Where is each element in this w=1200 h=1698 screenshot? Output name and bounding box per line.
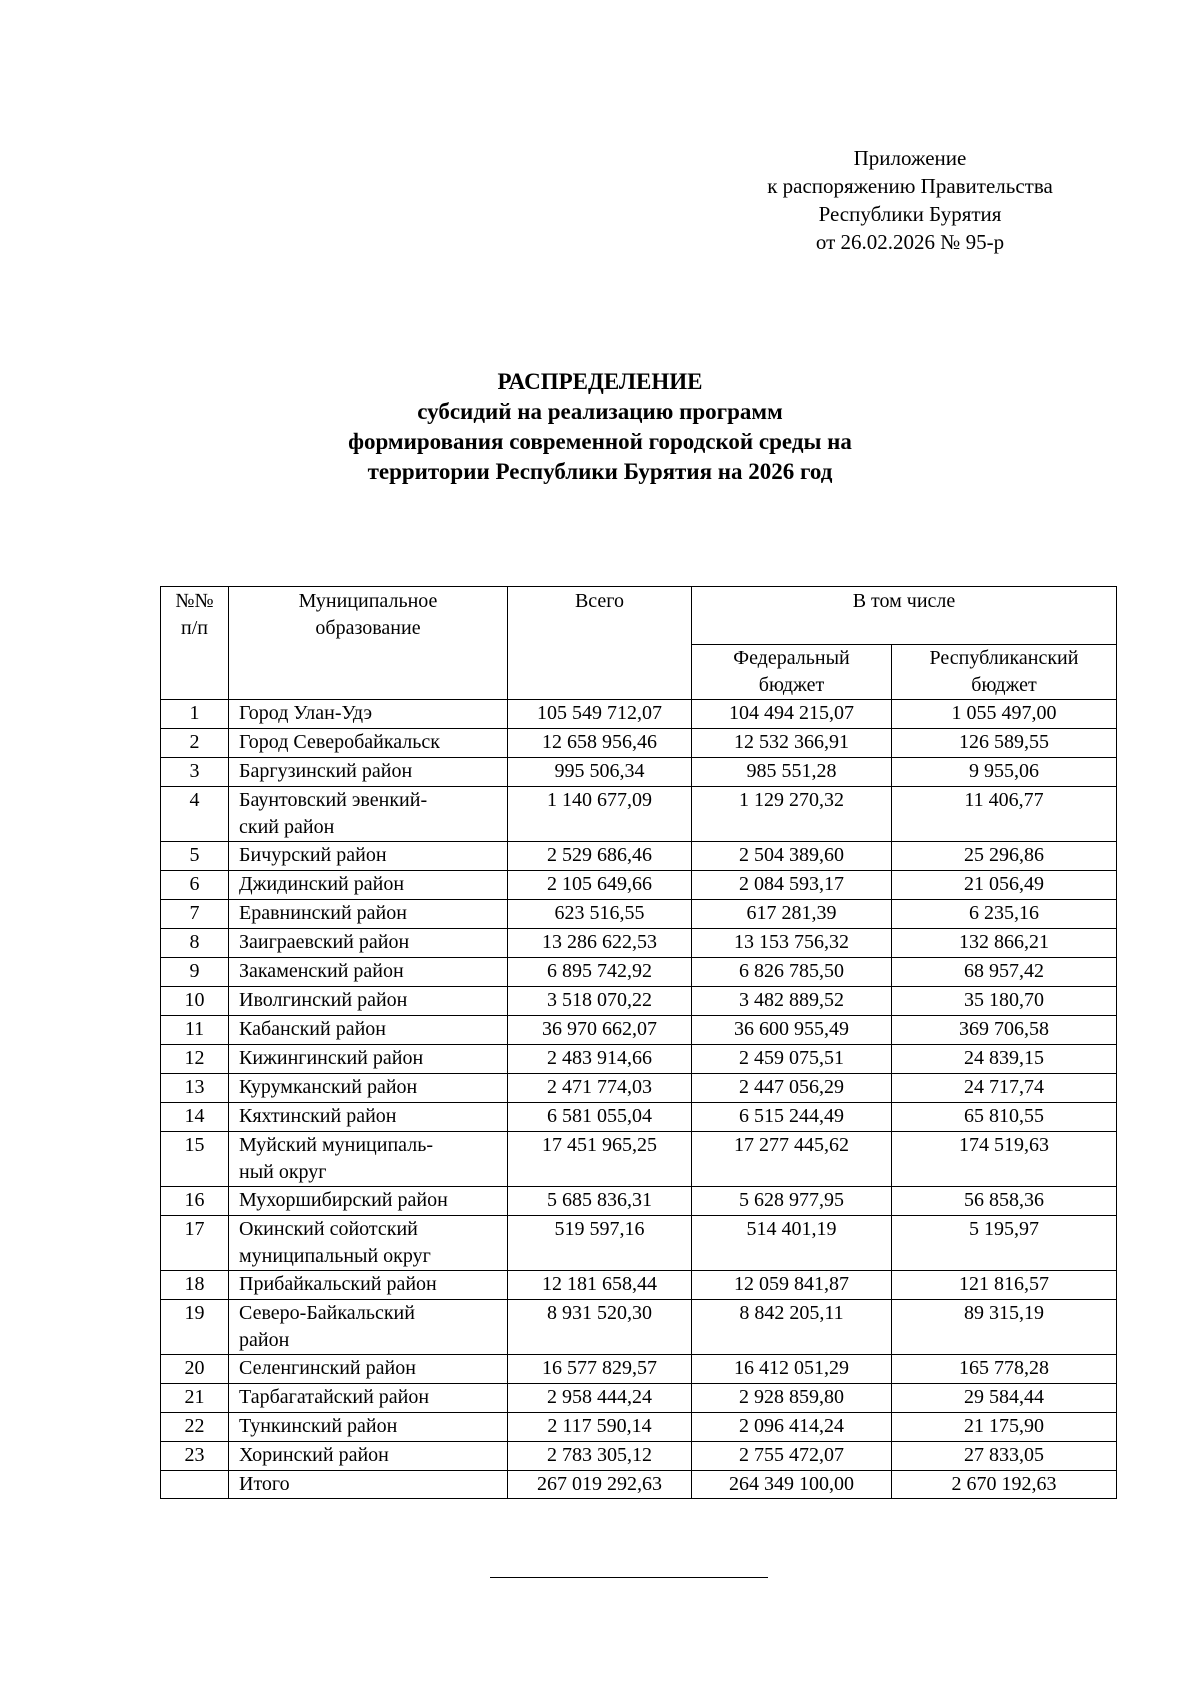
row-number: 18 [161, 1271, 229, 1300]
row-municipality [229, 1413, 508, 1442]
header-number [161, 587, 229, 700]
row-total: 2 783 305,12 [508, 1442, 692, 1471]
row-republic: 65 810,55 [892, 1103, 1117, 1132]
table-row [161, 1413, 1117, 1442]
row-federal: 2 504 389,60 [692, 842, 892, 871]
table-row [161, 1132, 1117, 1187]
row-federal: 1 129 270,32 [692, 787, 892, 842]
municipality-name-line: муниципальный округ [239, 1245, 431, 1267]
municipality-name-line: Закаменский район [239, 960, 404, 982]
table-row [161, 1271, 1117, 1300]
total-row-federal: 264 349 100,00 [692, 1471, 892, 1499]
row-municipality [229, 871, 508, 900]
table-row [161, 871, 1117, 900]
row-federal: 2 096 414,24 [692, 1413, 892, 1442]
table-row [161, 929, 1117, 958]
appendix-date-number: от 26.02.2026 № 95-р [815, 230, 1005, 254]
row-federal: 12 532 366,91 [692, 729, 892, 758]
row-municipality [229, 842, 508, 871]
table-row [161, 1216, 1117, 1271]
total-row [161, 1471, 1117, 1499]
row-federal: 6 826 785,50 [692, 958, 892, 987]
header-republic-line2: бюджет [971, 674, 1037, 696]
table-row [161, 700, 1117, 729]
row-republic: 11 406,77 [892, 787, 1117, 842]
row-federal: 2 084 593,17 [692, 871, 892, 900]
municipality-name-line: район [239, 1329, 290, 1351]
row-total: 2 117 590,14 [508, 1413, 692, 1442]
municipality-name-line: Селенгинский район [239, 1357, 416, 1379]
row-total: 8 931 520,30 [508, 1300, 692, 1355]
municipality-name-line: Баунтовский эвенкий- [239, 789, 428, 811]
title-line: формирования современной городской среды на [348, 429, 852, 454]
header-municipality-line1: Муниципальное [298, 590, 438, 612]
row-republic: 121 816,57 [892, 1271, 1117, 1300]
row-number: 13 [161, 1074, 229, 1103]
row-total: 1 140 677,09 [508, 787, 692, 842]
table-row [161, 1300, 1117, 1355]
table-row [161, 900, 1117, 929]
row-municipality [229, 700, 508, 729]
municipality-name-line: ский район [239, 816, 335, 838]
row-municipality [229, 1074, 508, 1103]
row-federal: 985 551,28 [692, 758, 892, 787]
row-municipality [229, 758, 508, 787]
row-total: 2 529 686,46 [508, 842, 692, 871]
row-municipality [229, 958, 508, 987]
table-header [161, 587, 1117, 700]
row-number: 14 [161, 1103, 229, 1132]
municipality-name-line: Кижингинский район [239, 1047, 424, 1069]
row-number: 9 [161, 958, 229, 987]
municipality-name-line: Мухоршибирский район [239, 1189, 448, 1211]
row-number: 4 [161, 787, 229, 842]
appendix-block [740, 144, 1080, 256]
header-number-line2: п/п [181, 617, 208, 639]
header-total: Всего [508, 587, 692, 700]
row-municipality [229, 1216, 508, 1271]
row-number: 6 [161, 871, 229, 900]
row-number: 3 [161, 758, 229, 787]
row-federal: 617 281,39 [692, 900, 892, 929]
row-total: 519 597,16 [508, 1216, 692, 1271]
municipality-name-line: Прибайкальский район [239, 1273, 437, 1295]
row-municipality [229, 929, 508, 958]
row-total: 3 518 070,22 [508, 987, 692, 1016]
header-republic-line1: Республиканский [929, 647, 1079, 669]
row-federal: 3 482 889,52 [692, 987, 892, 1016]
row-municipality [229, 1442, 508, 1471]
appendix-line: Республики Бурятия [818, 202, 1002, 226]
table-footer [161, 1471, 1117, 1499]
header-municipality [229, 587, 508, 700]
row-number: 11 [161, 1016, 229, 1045]
row-federal: 2 755 472,07 [692, 1442, 892, 1471]
table-body [161, 700, 1117, 1471]
row-number: 15 [161, 1132, 229, 1187]
row-total: 2 105 649,66 [508, 871, 692, 900]
row-number: 16 [161, 1187, 229, 1216]
row-number: 23 [161, 1442, 229, 1471]
municipality-name-line: Заиграевский район [239, 931, 410, 953]
row-republic: 68 957,42 [892, 958, 1117, 987]
row-federal: 12 059 841,87 [692, 1271, 892, 1300]
total-row-total: 267 019 292,63 [508, 1471, 692, 1499]
row-total: 12 658 956,46 [508, 729, 692, 758]
row-municipality [229, 1016, 508, 1045]
row-total: 995 506,34 [508, 758, 692, 787]
row-federal: 36 600 955,49 [692, 1016, 892, 1045]
row-total: 623 516,55 [508, 900, 692, 929]
row-municipality [229, 1045, 508, 1074]
title-line: РАСПРЕДЕЛЕНИЕ [497, 369, 703, 394]
municipality-name-line: Муйский муниципаль- [239, 1134, 433, 1156]
row-republic: 21 056,49 [892, 871, 1117, 900]
table-row [161, 1355, 1117, 1384]
municipality-name-line: Бичурский район [239, 844, 387, 866]
total-row-republic: 2 670 192,63 [892, 1471, 1117, 1499]
municipality-name-line: Кабанский район [239, 1018, 386, 1040]
row-total: 16 577 829,57 [508, 1355, 692, 1384]
municipality-name-line: Джидинский район [239, 873, 405, 895]
row-number: 20 [161, 1355, 229, 1384]
municipality-name-line: Иволгинский район [239, 989, 408, 1011]
row-federal: 6 515 244,49 [692, 1103, 892, 1132]
appendix-line: Приложение [853, 146, 967, 170]
row-total: 17 451 965,25 [508, 1132, 692, 1187]
row-number: 2 [161, 729, 229, 758]
distribution-table [160, 586, 1117, 1499]
title-line: субсидий на реализацию программ [417, 399, 783, 424]
row-total: 6 895 742,92 [508, 958, 692, 987]
appendix-line: к распоряжению Правительства [767, 174, 1053, 198]
row-federal: 13 153 756,32 [692, 929, 892, 958]
row-total: 2 471 774,03 [508, 1074, 692, 1103]
row-republic: 9 955,06 [892, 758, 1117, 787]
row-federal: 2 459 075,51 [692, 1045, 892, 1074]
row-number: 10 [161, 987, 229, 1016]
municipality-name-line: Баргузинский район [239, 760, 413, 782]
row-number: 21 [161, 1384, 229, 1413]
row-number: 12 [161, 1045, 229, 1074]
municipality-name-line: Тункинский район [239, 1415, 398, 1437]
table-row [161, 958, 1117, 987]
row-total: 12 181 658,44 [508, 1271, 692, 1300]
total-row-label: Итого [229, 1471, 508, 1499]
header-including: В том числе [692, 587, 1117, 645]
row-republic: 27 833,05 [892, 1442, 1117, 1471]
row-republic: 132 866,21 [892, 929, 1117, 958]
row-total: 105 549 712,07 [508, 700, 692, 729]
closing-divider [490, 1577, 768, 1578]
row-municipality [229, 1300, 508, 1355]
row-municipality [229, 1187, 508, 1216]
row-federal: 2 447 056,29 [692, 1074, 892, 1103]
municipality-name-line: ный округ [239, 1161, 327, 1183]
header-number-line1: №№ [175, 590, 214, 612]
table-row [161, 1384, 1117, 1413]
municipality-name-line: Северо-Байкальский [239, 1302, 415, 1324]
row-number: 17 [161, 1216, 229, 1271]
row-federal: 514 401,19 [692, 1216, 892, 1271]
row-municipality [229, 1103, 508, 1132]
row-municipality [229, 729, 508, 758]
header-federal [692, 645, 892, 700]
table-row [161, 1074, 1117, 1103]
table-row [161, 729, 1117, 758]
row-republic: 165 778,28 [892, 1355, 1117, 1384]
row-republic: 174 519,63 [892, 1132, 1117, 1187]
municipality-name-line: Окинский сойотский [239, 1218, 418, 1240]
row-number: 5 [161, 842, 229, 871]
table-row [161, 758, 1117, 787]
municipality-name-line: Хоринский район [239, 1444, 389, 1466]
row-republic: 21 175,90 [892, 1413, 1117, 1442]
table-row [161, 1103, 1117, 1132]
title-line: территории Республики Бурятия на 2026 год [367, 459, 833, 484]
row-federal: 2 928 859,80 [692, 1384, 892, 1413]
row-federal: 8 842 205,11 [692, 1300, 892, 1355]
row-republic: 25 296,86 [892, 842, 1117, 871]
table-row [161, 1016, 1117, 1045]
row-total: 13 286 622,53 [508, 929, 692, 958]
document-title [150, 367, 1050, 487]
row-total: 2 958 444,24 [508, 1384, 692, 1413]
row-number: 7 [161, 900, 229, 929]
header-federal-line2: бюджет [758, 674, 825, 696]
municipality-name-line: Город Северобайкальск [239, 731, 440, 753]
table-row [161, 1187, 1117, 1216]
row-total: 6 581 055,04 [508, 1103, 692, 1132]
table-row [161, 987, 1117, 1016]
row-number: 19 [161, 1300, 229, 1355]
row-number: 22 [161, 1413, 229, 1442]
municipality-name-line: Курумканский район [239, 1076, 418, 1098]
row-federal: 104 494 215,07 [692, 700, 892, 729]
row-republic: 126 589,55 [892, 729, 1117, 758]
row-republic: 1 055 497,00 [892, 700, 1117, 729]
row-total: 36 970 662,07 [508, 1016, 692, 1045]
row-total: 5 685 836,31 [508, 1187, 692, 1216]
row-republic: 24 717,74 [892, 1074, 1117, 1103]
municipality-name-line: Еравнинский район [239, 902, 407, 924]
row-number: 1 [161, 700, 229, 729]
table-row [161, 787, 1117, 842]
total-row-number [161, 1471, 229, 1499]
municipality-name-line: Кяхтинский район [239, 1105, 397, 1127]
municipality-name-line: Город Улан-Удэ [239, 702, 373, 724]
row-number: 8 [161, 929, 229, 958]
header-republic [892, 645, 1117, 700]
municipality-name-line: Тарбагатайский район [239, 1386, 430, 1408]
row-republic: 35 180,70 [892, 987, 1117, 1016]
table-row [161, 1045, 1117, 1074]
row-municipality [229, 900, 508, 929]
row-republic: 6 235,16 [892, 900, 1117, 929]
table-row [161, 1442, 1117, 1471]
row-federal: 16 412 051,29 [692, 1355, 892, 1384]
row-republic: 369 706,58 [892, 1016, 1117, 1045]
row-republic: 89 315,19 [892, 1300, 1117, 1355]
row-municipality [229, 787, 508, 842]
row-municipality [229, 1271, 508, 1300]
row-municipality [229, 1355, 508, 1384]
table-row [161, 842, 1117, 871]
row-republic: 56 858,36 [892, 1187, 1117, 1216]
row-municipality [229, 1384, 508, 1413]
header-municipality-line2: образование [315, 617, 421, 639]
row-federal: 17 277 445,62 [692, 1132, 892, 1187]
row-federal: 5 628 977,95 [692, 1187, 892, 1216]
row-republic: 29 584,44 [892, 1384, 1117, 1413]
row-total: 2 483 914,66 [508, 1045, 692, 1074]
row-municipality [229, 1132, 508, 1187]
header-federal-line1: Федеральный [733, 647, 850, 669]
row-republic: 5 195,97 [892, 1216, 1117, 1271]
row-republic: 24 839,15 [892, 1045, 1117, 1074]
row-municipality [229, 987, 508, 1016]
